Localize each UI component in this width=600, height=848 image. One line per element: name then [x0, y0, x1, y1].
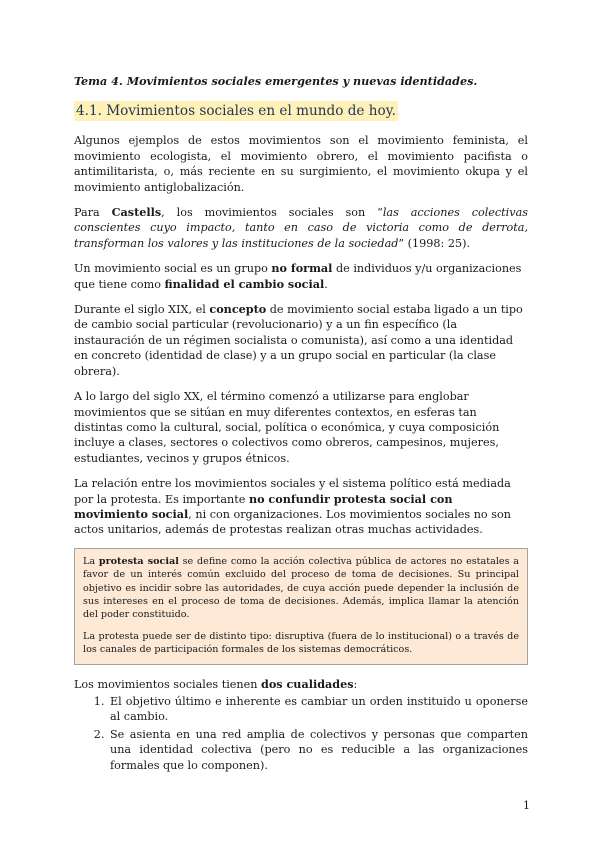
author-name: Castells — [111, 205, 162, 220]
text-run: Durante el siglo XIX, el — [74, 303, 210, 317]
bold-term: protesta social — [98, 555, 179, 567]
text-run: de movimiento social estaba ligado a un tipo de cambio social particular (revolucionario) y a un fin específico (la instauración de un régimen socialista o comunista), así como a una identidad en concreto (identidad de clase) y a un grupo social en particular (la clase obrera). — [74, 303, 523, 378]
bold-term: dos cualidades — [261, 676, 354, 691]
paragraph-examples: Algunos ejemplos de estos movimientos son el movimiento feminista, el movimiento ecologista, el movimiento obrero, el movimiento pacifista o antimilitarista, o, más reciente en su surgimiento, el movimiento okupa y el movimiento antiglobalización. — [74, 134, 528, 194]
text-run: , ni con organizaciones. Los movimientos sociales no son actos unitarios, además de protestas realizan otras muchas actividades. — [74, 507, 511, 537]
citation: ” (1998: 25). — [398, 236, 470, 250]
callout-paragraph-types: La protesta puede ser de distinto tipo: disruptiva (fuera de lo institucional) o a través de los canales de participación formales de los sistemas democráticos. — [83, 630, 519, 656]
section-heading: 4.1. Movimientos sociales en el mundo de hoy. — [76, 103, 396, 120]
bold-term: concepto — [209, 302, 267, 317]
qualities-list — [74, 694, 528, 773]
list-item: 2. Se asienta en una red amplia de colectivos y personas que comparten una identidad colectiva (pero no es reducible a las organizaciones formales que lo componen). — [108, 727, 528, 773]
text-run: : — [353, 677, 358, 691]
bold-term: no confundir protesta social con movimiento social — [74, 491, 453, 521]
text-run: Un movimiento social es un grupo — [74, 262, 272, 276]
text-run: Los movimientos sociales tienen — [74, 677, 262, 691]
text-run: se define como la acción colectiva pública de actores no estatales a favor de un interés común excluido del proceso de toma de decisiones. Su principal objetivo es incidir sobre las autoridades, de cuya acción puede depender la inclusión de sus intereses en el proceso de toma de decisiones. Además, implica llamar la atención del poder constituido. — [83, 555, 520, 621]
paragraph-xx-century: A lo largo del siglo XX, el término comenzó a utilizarse para englobar movimientos que se sitúan en muy diferentes contextos, en esferas tan distintas como la cultural, social, política o económica, y cuya composición incluye a clases, sectores o colectivos como obreros, campesinos, mujeres, estudiantes, vecinos y grupos étnicos. — [74, 390, 500, 465]
text-run: , los movimientos sociales son “ — [161, 206, 383, 220]
quotation: las acciones colectivas conscientes cuyo impacto, tanto en caso de victoria como de derrota, transforman los valores y las instituciones de la sociedad — [74, 206, 528, 250]
text-run: La relación entre los movimientos sociales y el sistema político está mediada por la protesta. Es importante — [74, 477, 511, 506]
qualities-intro — [74, 677, 528, 692]
protest-callout-box — [74, 548, 528, 665]
text-run: La — [83, 555, 99, 567]
text-run: de individuos y/u organizaciones que tiene como — [74, 262, 522, 291]
paragraph-protest-relation — [74, 476, 528, 538]
paragraph-definition — [74, 261, 528, 292]
callout-paragraph-definition — [83, 555, 519, 622]
bold-term: finalidad el cambio social — [164, 276, 325, 291]
text-run: . — [324, 277, 328, 291]
page-number: 1 — [523, 799, 530, 812]
bold-term: no formal — [271, 261, 333, 276]
document-body — [74, 74, 528, 775]
list-item: 1. El objetivo último e inherente es cambiar un orden instituido u oponerse al cambio. — [108, 694, 528, 725]
text-run: Para — [74, 206, 112, 220]
paragraph-castells-definition — [74, 205, 528, 251]
paragraph-xix-century — [74, 302, 528, 379]
document-title: Tema 4. Movimientos sociales emergentes y nuevas identidades. — [74, 74, 478, 88]
